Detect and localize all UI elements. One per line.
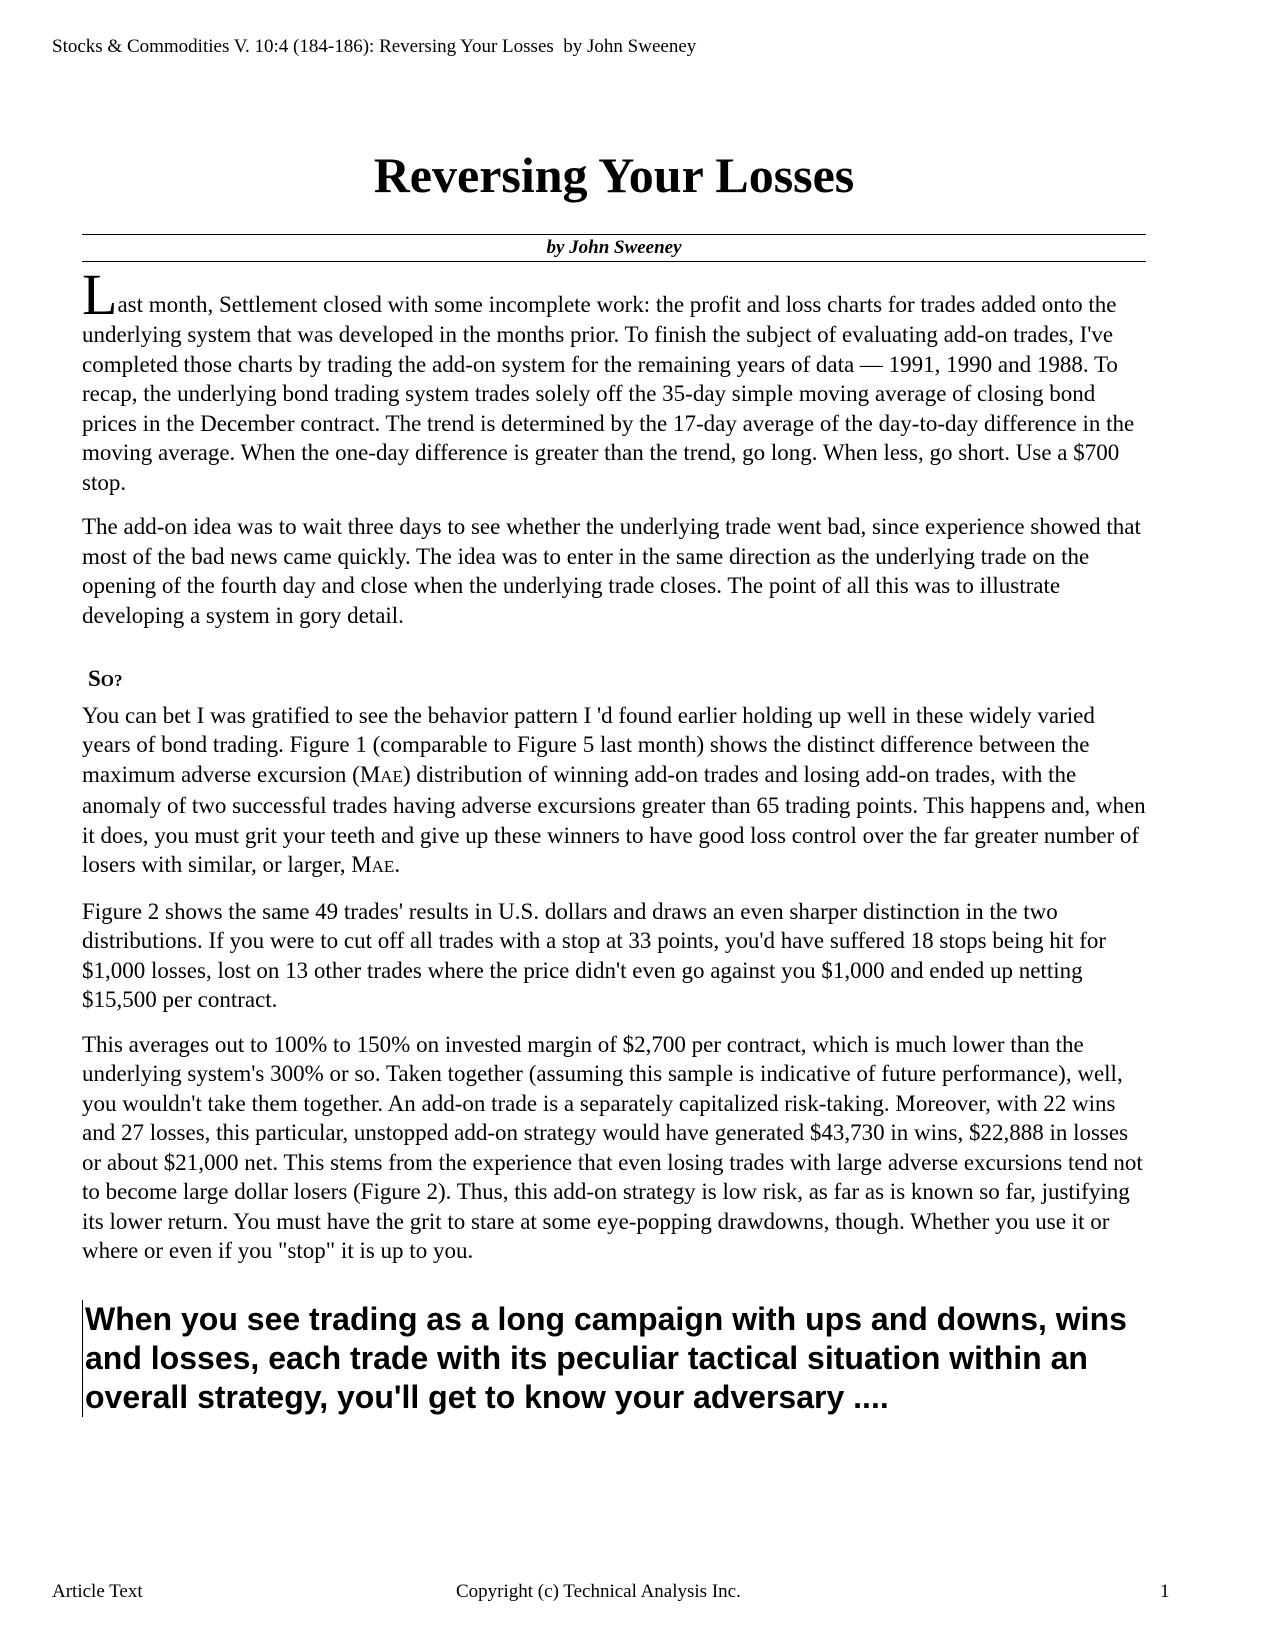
paragraph-3-part-c: . [394, 852, 401, 877]
section-heading-rest: O? [100, 671, 123, 690]
abbrev-mae-1: AE [380, 766, 403, 786]
footer-label: Article Text [52, 1581, 143, 1602]
article-title: Reversing Your Losses [373, 147, 855, 203]
article-body [82, 262, 1146, 1417]
page-number: 1 [1160, 1581, 1170, 1602]
byline-bar [82, 234, 1146, 262]
abbrev-mae-2: AE [371, 857, 395, 876]
paragraph-1 [82, 262, 1146, 497]
paragraph-3-part-b: ) distribution of winning add-on trades and losing add-on trades, with the anomaly of two successful trades having adverse excursions greater than 65 trading points. This happens and, when it does, you must grit your teeth and give up these winners to have good loss control over the far greater number of losers with similar, or larger, M [82, 761, 1146, 877]
byline: by John Sweeney [546, 237, 682, 258]
paragraph-2: The add-on idea was to wait three days to see whether the underlying trade went bad, since experience showed that most of the bad news came quickly. The idea was to enter in the same direction as the underlying trade on the opening of the fourth day and close when the underlying trade closes. The point of all this was to illustrate developing a system in gory detail. [82, 514, 1141, 628]
paragraph-3 [82, 701, 1146, 882]
paragraph-1-text: ast month, Settlement closed with some incomplete work: the profit and loss charts for trades added onto the underlying system that was developed in the months prior. To finish the subject of evaluating add-on trades, I've completed those charts by trading the add-on system for the remaining years of data — 1991, 1990 and 1988. To recap, the underlying bond trading system trades solely off the 35-day simple moving average of closing bond prices in the December contract. The trend is determined by the 17-day average of the day-to-day difference in the moving average. When the one-day difference is greater than the trend, go long. When less, go short. Use a $700 stop. [82, 292, 1135, 495]
paragraph-5: This averages out to 100% to 150% on invested margin of $2,700 per contract, which is much lower than the underlying system's 300% or so. Taken together (assuming this sample is indicative of future performance), well, you wouldn't take them together. An add-on trade is a separately capitalized risk-taking. Moreover, with 22 wins and 27 losses, this particular, unstopped add-on strategy would have generated $43,730 in wins, $22,888 in losses or about $21,000 net. This stems from the experience that even losing trades with large adverse excursions tend not to become large dollar losers (Figure 2). Thus, this add-on strategy is low risk, as far as is known so far, justifying its lower return. You must have the grit to stare at some eye-popping drawdowns, though. Whether you use it or where or even if you "stop" it is up to you. [82, 1031, 1143, 1263]
pull-quote: When you see trading as a long campaign with ups and downs, wins and losses, each trade with its peculiar tactical situation within an overall strategy, you'll get to know your adversary .... [82, 1300, 1146, 1417]
running-header: Stocks & Commodities V. 10:4 (184-186): Reversing Your Losses by John Sweeney [52, 36, 697, 57]
section-heading [88, 664, 1146, 696]
footer-copyright: Copyright (c) Technical Analysis Inc. [456, 1581, 741, 1602]
drop-cap: L [82, 262, 118, 327]
paragraph-3-part-a: You can bet I was gratified to see the behavior pattern I 'd found earlier holding up well in these widely varied years of bond trading. Figure 1 (comparable to Figure 5 last month) shows the distinct difference between the maximum adverse excursion (M [82, 702, 1095, 787]
section-heading-cap: S [88, 666, 101, 691]
paragraph-4: Figure 2 shows the same 49 trades' results in U.S. dollars and draws an even sharper distinction in the two distributions. If you were to cut off all trades with a stop at 33 points, you'd have suffered 18 stops being hit for $1,000 losses, lost on 13 other trades where the price didn't even go against you $1,000 and ended up netting $15,500 per contract. [82, 898, 1107, 1012]
